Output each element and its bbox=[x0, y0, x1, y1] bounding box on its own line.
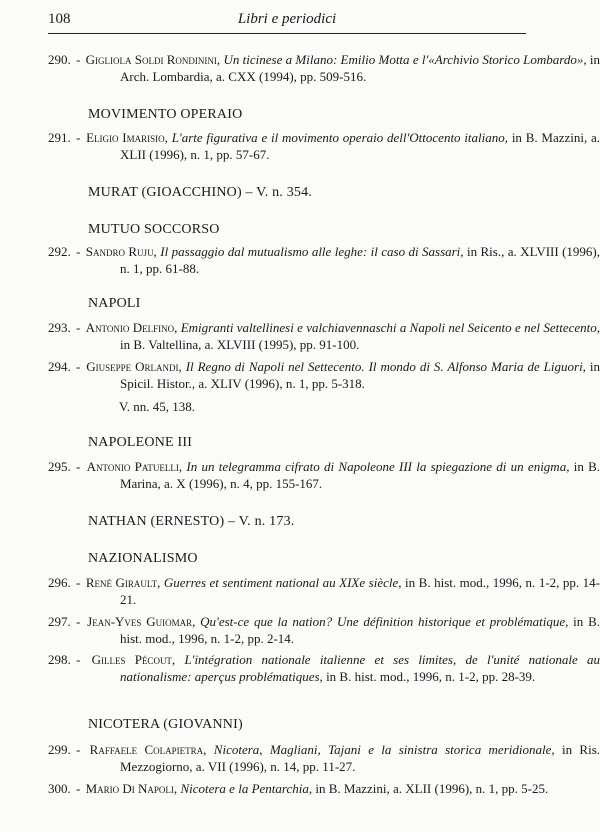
page-number: 108 bbox=[48, 11, 71, 27]
bibliography-entry-291: 291. - Eligio Imarisio, L'arte figurativa e il movimento operaio dell'Ottocento italiano, in B. Mazzini, a. XLII (1996), n. 1, pp. 57-67. bbox=[48, 130, 600, 162]
bibliography-entry-295: 295. - Antonio Patuelli, In un telegramma cifrato di Napoleone III la spiegazione di un enigma, in B. Marina, a. X (1996), n. 4, pp. 155-167. bbox=[48, 459, 600, 491]
section-heading-napoli: NAPOLI bbox=[88, 296, 141, 311]
section-heading-nathan: NATHAN (ERNESTO) – V. n. 173. bbox=[88, 514, 295, 529]
bibliography-entry-300: 300. - Mario Di Napoli, Nicotera e la Pentarchia, in B. Mazzini, a. XLII (1996), n. 1, pp. 5-25. bbox=[48, 781, 549, 796]
section-heading-murat: MURAT (GIOACCHINO) – V. n. 354. bbox=[88, 185, 312, 200]
section-heading-nicotera: NICOTERA (GIOVANNI) bbox=[88, 717, 243, 732]
bibliography-entry-297: 297. - Jean-Yves Guiomar, Qu'est-ce que la nation? Une définition historique et problématique, in B. hist. mod., 1996, n. 1-2, pp. 2-14. bbox=[48, 614, 600, 646]
bibliography-entry-294: 294. - Giuseppe Orlandi, Il Regno di Napoli nel Settecento. Il mondo di S. Alfonso Maria de Liguori, in Spicil. Histor., a. XLIV (1996), n. 1, pp. 5-318. bbox=[48, 359, 600, 391]
page-header bbox=[48, 11, 526, 34]
bibliography-entry-296: 296. - René Girault, Guerres et sentiment national au XIXe siècle, in B. hist. mod., 1996, n. 1-2, pp. 14-21. bbox=[48, 575, 600, 607]
see-also-napoli: V. nn. 45, 138. bbox=[119, 399, 195, 414]
bibliography-entry-292: 292. - Sandro Ruju, Il passaggio dal mutualismo alle leghe: il caso di Sassari, in Ris., a. XLVIII (1996), n. 1, pp. 61-88. bbox=[48, 244, 600, 276]
section-heading-movimento-operaio: MOVIMENTO OPERAIO bbox=[88, 107, 243, 122]
section-heading-napoleone: NAPOLEONE III bbox=[88, 435, 193, 450]
bibliography-entry-298: 298. - Gilles Pécout, L'intégration nationale italienne et ses limites, de l'unité nationale au nationalisme: aperçus problématiques, in B. hist. mod., 1996, n. 1-2, pp. 28-39. bbox=[48, 652, 600, 684]
running-title: Libri e periodici bbox=[237, 11, 337, 27]
bibliography-entry-299: 299. - Raffaele Colapietra, Nicotera, Magliani, Tajani e la sinistra storica meridionale, in Ris. Mezzogiorno, a. VII (1996), n. 14, pp. 11-27. bbox=[48, 742, 600, 774]
section-heading-nazionalismo: NAZIONALISMO bbox=[88, 551, 198, 566]
bibliography-entry-293: 293. - Antonio Delfino, Emigranti valtellinesi e valchiavennaschi a Napoli nel Seicento e nel Settecento, in B. Valtellina, a. XLVIII (1995), pp. 91-100. bbox=[48, 320, 600, 352]
section-heading-mutuo-soccorso: MUTUO SOCCORSO bbox=[88, 222, 220, 237]
bibliography-entry-290: 290. - Gigliola Soldi Rondinini, Un ticinese a Milano: Emilio Motta e l'«Archivio Storico Lombardo», in Arch. Lombardia, a. CXX (1994), pp. 509-516. bbox=[48, 52, 600, 84]
